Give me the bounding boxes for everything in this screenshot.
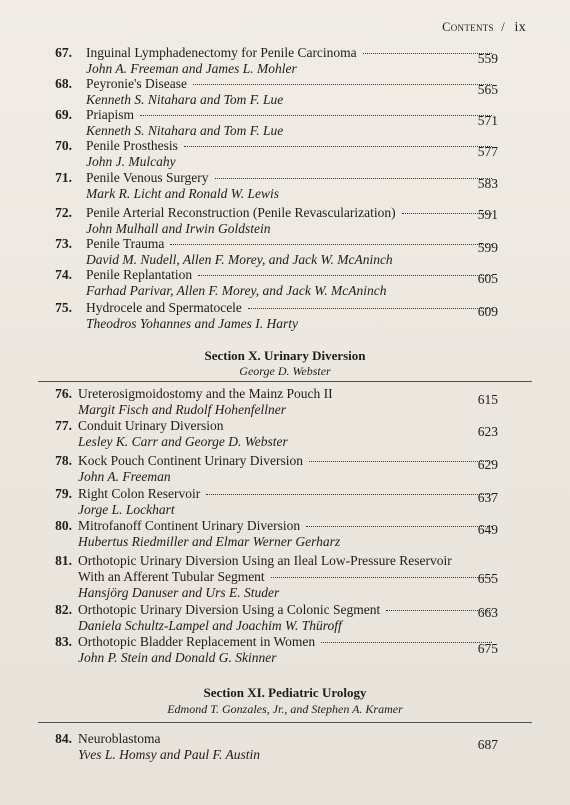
chapter-page: 599	[477, 240, 498, 255]
title-line	[86, 170, 498, 186]
title-line	[78, 518, 498, 534]
section-heading: Section XI. Pediatric Urology	[203, 685, 367, 700]
chapter-authors: Lesley K. Carr and George D. Webster	[78, 434, 288, 449]
chapter-authors: Margit Fisch and Rudolf Hohenfellner	[78, 402, 286, 417]
chapter-number: 68.	[55, 76, 72, 91]
title-line	[78, 386, 498, 402]
chapter-title: Kock Pouch Continent Urinary Diversion	[78, 453, 303, 468]
chapter-page: 655	[477, 571, 498, 586]
chapter-title-continued: With an Afferent Tubular Segment	[78, 569, 265, 584]
title-line	[78, 731, 498, 747]
chapter-page: 571	[477, 113, 498, 128]
chapter-authors: Theodros Yohannes and James I. Harty	[86, 316, 298, 331]
chapter-page: 583	[477, 176, 498, 191]
chapter-title: Inguinal Lymphadenectomy for Penile Carcinoma	[86, 45, 357, 60]
chapter-title: Penile Trauma	[86, 236, 165, 251]
title-line	[86, 107, 498, 123]
chapter-authors: Mark R. Licht and Ronald W. Lewis	[86, 186, 280, 201]
chapter-authors: John Mulhall and Irwin Goldstein	[86, 221, 271, 236]
chapter-title: Right Colon Reservoir	[78, 486, 201, 501]
title-line	[86, 300, 498, 316]
chapter-title: Penile Prosthesis	[86, 138, 178, 153]
chapter-page: 649	[477, 522, 498, 537]
chapter-authors: Hubertus Riedmiller and Elmar Werner Gerharz	[78, 534, 341, 549]
chapter-page: 615	[477, 392, 498, 407]
chapter-page: 663	[477, 605, 498, 620]
chapter-title: Orthotopic Urinary Diversion Using a Colonic Segment	[78, 602, 381, 617]
dot-leader	[170, 243, 492, 245]
chapter-number: 70.	[55, 138, 72, 153]
section-heading: Section X. Urinary Diversion	[204, 348, 366, 363]
chapter-title: Mitrofanoff Continent Urinary Diversion	[78, 518, 301, 533]
dot-leader	[198, 274, 492, 276]
title-line	[78, 553, 498, 569]
chapter-title: Neuroblastoma	[78, 731, 161, 746]
chapter-number: 71.	[55, 170, 72, 185]
chapter-page: 591	[477, 207, 498, 222]
chapter-authors: Farhad Parivar, Allen F. Morey, and Jack W. McAninch	[86, 283, 387, 298]
chapter-number: 82.	[55, 602, 72, 617]
chapter-number: 73.	[55, 236, 72, 251]
dot-leader	[206, 493, 492, 495]
chapter-number: 78.	[55, 453, 72, 468]
section-rule	[38, 381, 532, 382]
chapter-page: 559	[477, 51, 498, 66]
title-line	[86, 236, 498, 252]
chapter-title: Hydrocele and Spermatocele	[86, 300, 242, 315]
chapter-authors: Hansjörg Danuser and Urs E. Studer	[78, 585, 280, 600]
running-head-page: ix	[514, 20, 526, 35]
chapter-page: 609	[477, 304, 498, 319]
chapter-title: Orthotopic Urinary Diversion Using an Ileal Low-Pressure Reservoir	[78, 553, 452, 568]
chapter-authors: John A. Freeman	[78, 469, 171, 484]
chapter-number: 69.	[55, 107, 72, 122]
chapter-authors: Jorge L. Lockhart	[78, 502, 175, 517]
chapter-authors: John A. Freeman and James L. Mohler	[86, 61, 297, 76]
chapter-number: 84.	[55, 731, 72, 746]
title-line	[78, 602, 498, 618]
chapter-title: Penile Replantation	[86, 267, 193, 282]
section-editor: Edmond T. Gonzales, Jr., and Stephen A. Kramer	[167, 702, 403, 716]
chapter-number: 79.	[55, 486, 72, 501]
title-line	[86, 45, 498, 61]
chapter-number: 74.	[55, 267, 72, 282]
chapter-number: 72.	[55, 205, 72, 220]
dot-leader	[229, 426, 492, 427]
title-line	[86, 267, 498, 283]
section-rule	[38, 722, 532, 723]
title-line	[78, 634, 498, 650]
chapter-number: 75.	[55, 300, 72, 315]
dot-leader	[140, 114, 492, 116]
chapter-number: 76.	[55, 386, 72, 401]
dot-leader	[215, 177, 493, 179]
chapter-authors: David M. Nudell, Allen F. Morey, and Jack W. McAninch	[86, 252, 393, 267]
chapter-title: Penile Venous Surgery	[86, 170, 209, 185]
chapter-number: 77.	[55, 418, 72, 433]
chapter-page: 687	[477, 737, 498, 752]
chapter-authors: Yves L. Homsy and Paul F. Austin	[78, 747, 261, 762]
running-head-label: Contents	[442, 20, 494, 34]
dot-leader	[166, 739, 492, 740]
title-line	[86, 76, 498, 92]
chapter-authors: John P. Stein and Donald G. Skinner	[78, 650, 277, 665]
dot-leader	[458, 561, 492, 562]
chapter-number: 80.	[55, 518, 72, 533]
title-line	[86, 205, 498, 221]
running-head	[442, 20, 526, 36]
chapter-title: Ureterosigmoidostomy and the Mainz Pouch II	[78, 386, 333, 401]
chapter-page: 623	[477, 424, 498, 439]
chapter-title: Conduit Urinary Diversion	[78, 418, 224, 433]
chapter-page: 629	[477, 457, 498, 472]
chapter-title: Priapism	[86, 107, 135, 122]
chapter-page: 577	[477, 144, 498, 159]
chapter-authors: Daniela Schultz-Lampel and Joachim W. Thüroff	[78, 618, 342, 633]
chapter-authors: Kenneth S. Nitahara and Tom F. Lue	[86, 123, 284, 138]
running-head-separator: /	[501, 20, 506, 34]
chapter-number: 67.	[55, 45, 72, 60]
chapter-page: 637	[477, 490, 498, 505]
chapter-number: 81.	[55, 553, 72, 568]
chapter-authors: John J. Mulcahy	[86, 154, 176, 169]
dot-leader	[193, 83, 492, 85]
chapter-page: 675	[477, 641, 498, 656]
dot-leader	[184, 145, 492, 147]
dot-leader	[248, 307, 492, 309]
chapter-title: Penile Arterial Reconstruction (Penile Revascularization)	[86, 205, 396, 220]
chapter-title: Orthotopic Bladder Replacement in Women	[78, 634, 316, 649]
section-editor: George D. Webster	[239, 364, 331, 378]
chapter-authors: Kenneth S. Nitahara and Tom F. Lue	[86, 92, 284, 107]
title-line	[78, 453, 498, 469]
title-line-2	[78, 569, 498, 585]
chapter-number: 83.	[55, 634, 72, 649]
chapter-title: Peyronie's Disease	[86, 76, 188, 91]
title-line	[78, 486, 498, 502]
title-line	[86, 138, 498, 154]
chapter-page: 565	[477, 82, 498, 97]
chapter-page: 605	[477, 271, 498, 286]
title-line	[78, 418, 498, 434]
